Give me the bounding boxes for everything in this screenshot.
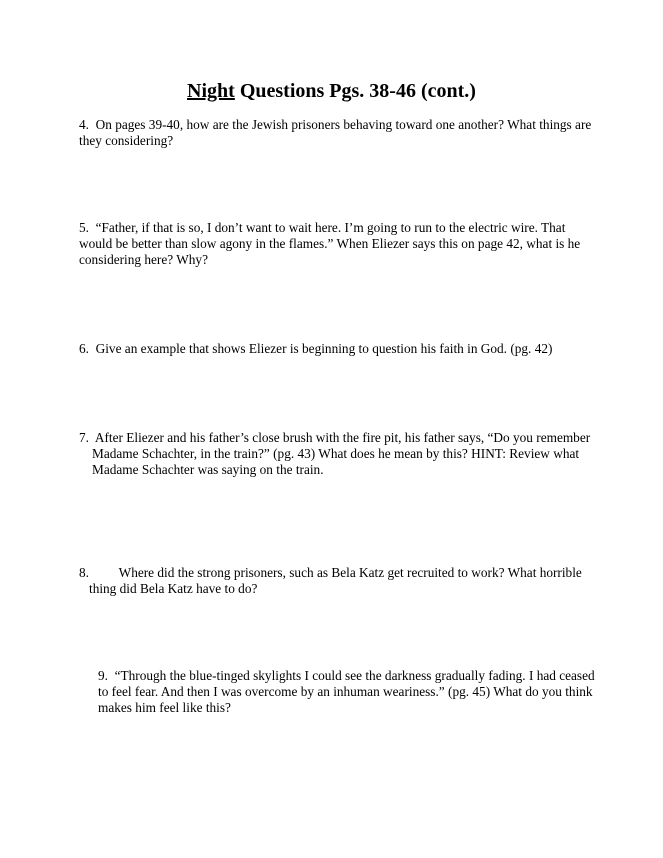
question-text: On pages 39-40, how are the Jewish prisoners behaving toward one another? What things are they considering? [79,117,592,148]
question-number: 5. [79,220,96,235]
question-text: After Eliezer and his father’s close brush with the fire pit, his father says, “Do you remember Madame Schachter, in the train?” (pg. 43) What does he mean by this? HINT: Review what Madame Schachter was saying on the train. [92,430,591,477]
question-7 [79,430,607,478]
question-text: Give an example that shows Eliezer is beginning to question his faith in God. (pg. 42) [95,341,553,356]
question-6 [79,341,599,357]
question-number: 8. [79,565,119,580]
question-number: 9. [98,668,115,683]
question-text: “Through the blue-tinged skylights I could see the darkness gradually fading. I had ceased to feel fear. And then I was overcome by an inhuman weariness.” (pg. 45) What do you think makes him feel like this? [98,668,595,715]
question-text: “Father, if that is so, I don’t want to wait here. I’m going to run to the electric wire. That would be better than slow agony in the flames.” When Eliezer says this on page 42, what is he considering here? Why? [79,220,581,267]
page-title [0,80,663,102]
book-title: Night [187,80,235,102]
question-number: 7. [79,430,95,445]
question-5 [79,220,599,268]
title-rest: Questions Pgs. 38-46 (cont.) [234,80,476,102]
question-number: 6. [79,341,96,356]
question-8 [79,565,599,597]
question-text: Where did the strong prisoners, such as Bela Katz get recruited to work? What horrible thing did Bela Katz have to do? [89,565,582,596]
question-4 [79,117,599,149]
question-number: 4. [79,117,96,132]
question-9 [98,668,598,716]
